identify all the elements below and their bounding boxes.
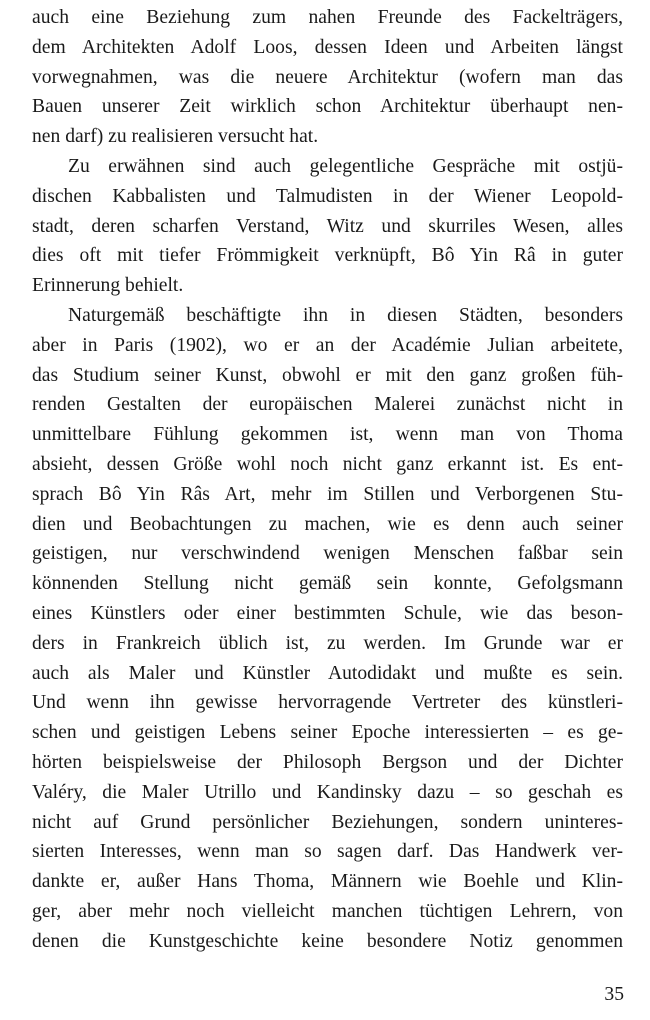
text-line: aber in Paris (1902), wo er an der Académie Julian arbeitete, xyxy=(32,334,623,356)
paragraph-2 xyxy=(32,152,623,301)
text-line: stadt, deren scharfen Verstand, Witz und skurriles Wesen, alles xyxy=(32,215,623,237)
text-line: Zu erwähnen sind auch gelegentliche Gespräche mit ostjü- xyxy=(68,155,623,177)
text-line: unmittelbare Fühlung gekommen ist, wenn man von Thoma xyxy=(32,424,623,446)
text-line: ger, aber mehr noch vielleicht manchen tüchtigen Lehrern, von xyxy=(32,900,623,922)
text-line: renden Gestalten der europäischen Malerei zunächst nicht in xyxy=(32,394,623,416)
text-line: hörten beispielsweise der Philosoph Bergson und der Dichter xyxy=(32,751,623,773)
paragraph-3 xyxy=(32,301,623,957)
paragraph-1 xyxy=(32,3,623,152)
text-line: geistigen, nur verschwindend wenigen Menschen faßbar sein xyxy=(32,543,623,565)
text-line: schen und geistigen Lebens seiner Epoche interessierten – es ge- xyxy=(32,722,623,744)
text-line: sierten Interesses, wenn man so sagen darf. Das Handwerk ver- xyxy=(32,841,623,863)
text-line: auch eine Beziehung zum nahen Freunde des Fackelträgers, xyxy=(32,7,623,28)
text-line: auch als Maler und Künstler Autodidakt und mußte es sein. xyxy=(32,662,623,684)
text-line: dien und Beobachtungen zu machen, wie es denn auch seiner xyxy=(32,513,623,535)
text-line: dies oft mit tiefer Frömmigkeit verknüpft, Bô Yin Râ in guter xyxy=(32,245,623,267)
page-number: 35 xyxy=(604,984,624,1005)
text-line: Naturgemäß beschäftigte ihn in diesen Städten, besonders xyxy=(68,304,623,326)
text-line: Und wenn ihn gewisse hervorragende Vertreter des künstleri- xyxy=(32,692,623,714)
text-line: eines Künstlers oder einer bestimmten Schule, wie das beson- xyxy=(32,602,623,624)
text-line: Bauen unserer Zeit wirklich schon Architektur überhaupt nen- xyxy=(32,96,623,118)
text-line: sprach Bô Yin Râs Art, mehr im Stillen und Verborgenen Stu- xyxy=(32,483,623,505)
text-line: das Studium seiner Kunst, obwohl er mit den ganz großen füh- xyxy=(32,364,623,386)
text-line: vorwegnahmen, was die neuere Architektur (wofern man das xyxy=(32,66,623,88)
text-line: ders in Frankreich üblich ist, zu werden. Im Grunde war er xyxy=(32,632,623,654)
text-line: Valéry, die Maler Utrillo und Kandinsky dazu – so geschah es xyxy=(32,781,623,803)
page-body xyxy=(32,3,623,957)
text-line: dem Architekten Adolf Loos, dessen Ideen und Arbeiten längst xyxy=(32,36,623,58)
text-line: dischen Kabbalisten und Talmudisten in der Wiener Leopold- xyxy=(32,185,623,207)
text-line: Erinnerung behielt. xyxy=(32,275,184,297)
text-line: könnenden Stellung nicht gemäß sein konnte, Gefolgsmann xyxy=(32,573,623,595)
text-line: absieht, dessen Größe wohl noch nicht ganz erkannt ist. Es ent- xyxy=(32,453,623,475)
text-line: denen die Kunstgeschichte keine besondere Notiz genommen xyxy=(32,930,623,952)
text-line: nicht auf Grund persönlicher Beziehungen, sondern uninteres- xyxy=(32,811,623,833)
text-line: dankte er, außer Hans Thoma, Männern wie Boehle und Klin- xyxy=(32,871,623,893)
text-line: nen darf) zu realisieren versucht hat. xyxy=(32,126,319,148)
